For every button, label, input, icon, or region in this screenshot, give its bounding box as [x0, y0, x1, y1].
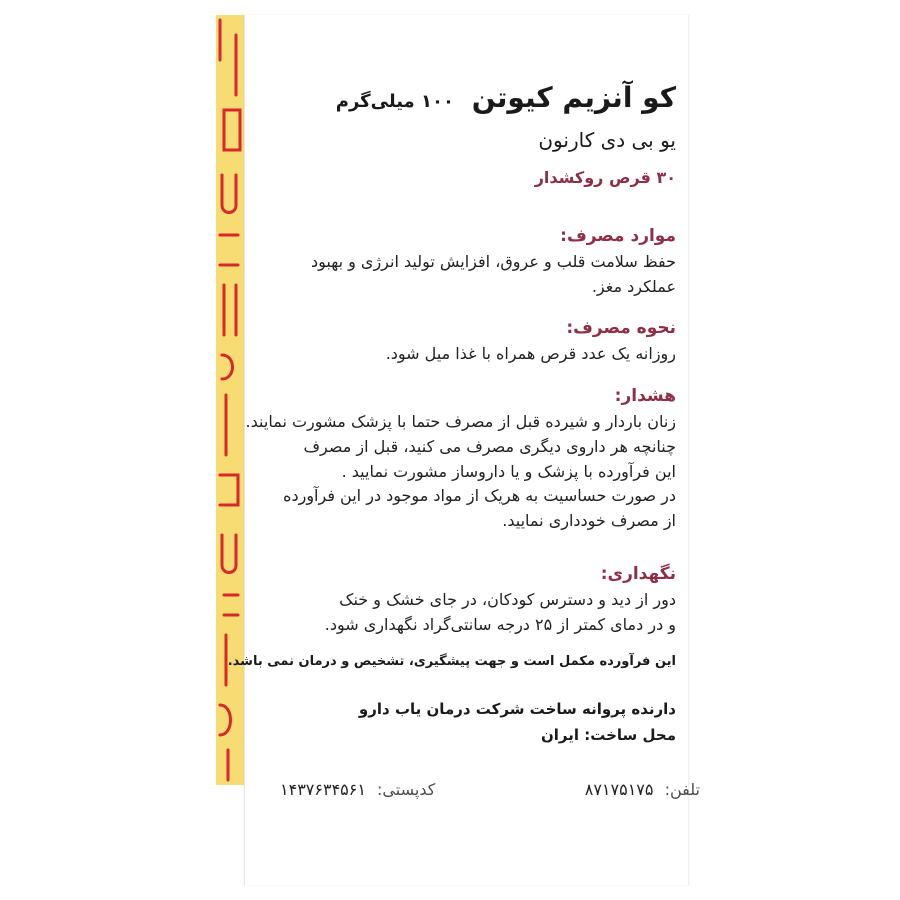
dosage-text: روزانه یک عدد قرص همراه با غذا میل شود. — [385, 344, 676, 363]
postal-label: کدپستی: — [377, 780, 436, 799]
postal-info — [280, 780, 435, 799]
dosage-heading: نحوه مصرف: — [566, 318, 676, 338]
warning-section — [216, 386, 676, 534]
product-title — [216, 81, 676, 114]
product-strength: ۱۰۰ میلی‌گرم — [335, 91, 454, 112]
product-brand: یو بی دی کارنون — [538, 128, 676, 152]
warning-text: زنان باردار و شیرده قبل از مصرف حتما با پزشک مشورت نمایند. چنانچه هر داروی دیگری مصرف می کنید، قبل از مصرف این فرآورده با پزشک و یا داروساز مشورت نمایید . در صورت حساسیت به هریک از مواد موجود در این فرآورده از مصرف خودداری نمایید. — [245, 412, 676, 531]
warning-heading: هشدار: — [614, 386, 676, 406]
postal-value: ۱۴۳۷۶۳۴۵۶۱ — [280, 780, 366, 799]
phone-info — [585, 780, 700, 799]
storage-heading: نگهداری: — [600, 564, 676, 584]
product-count: ۳۰ قرص روکشدار — [534, 168, 676, 187]
dosage-section — [216, 318, 676, 367]
phone-label: تلفن: — [664, 780, 700, 799]
uses-section — [216, 226, 676, 300]
origin-info: محل ساخت: ایران — [540, 726, 676, 744]
storage-text: دور از دید و دسترس کودکان، در جای خشک و خنک و در دمای کمتر از ۲۵ درجه سانتی‌گراد نگهداری شود. — [324, 590, 676, 634]
product-name: کو آنزیم کیوتن — [471, 81, 676, 114]
storage-section — [216, 564, 676, 638]
uses-heading: موارد مصرف: — [560, 226, 676, 246]
phone-value: ۸۷۱۷۵۱۷۵ — [584, 780, 654, 799]
license-holder: دارنده پروانه ساخت شرکت درمان یاب دارو — [358, 700, 676, 718]
uses-text: حفظ سلامت قلب و عروق، افزایش تولید انرژی و بهبود عملکرد مغز. — [310, 252, 676, 296]
contact-row — [280, 780, 700, 804]
disclaimer-note: این فرآورده مکمل است و جهت پیشگیری، تشخیص و درمان نمی باشد. — [227, 654, 676, 669]
